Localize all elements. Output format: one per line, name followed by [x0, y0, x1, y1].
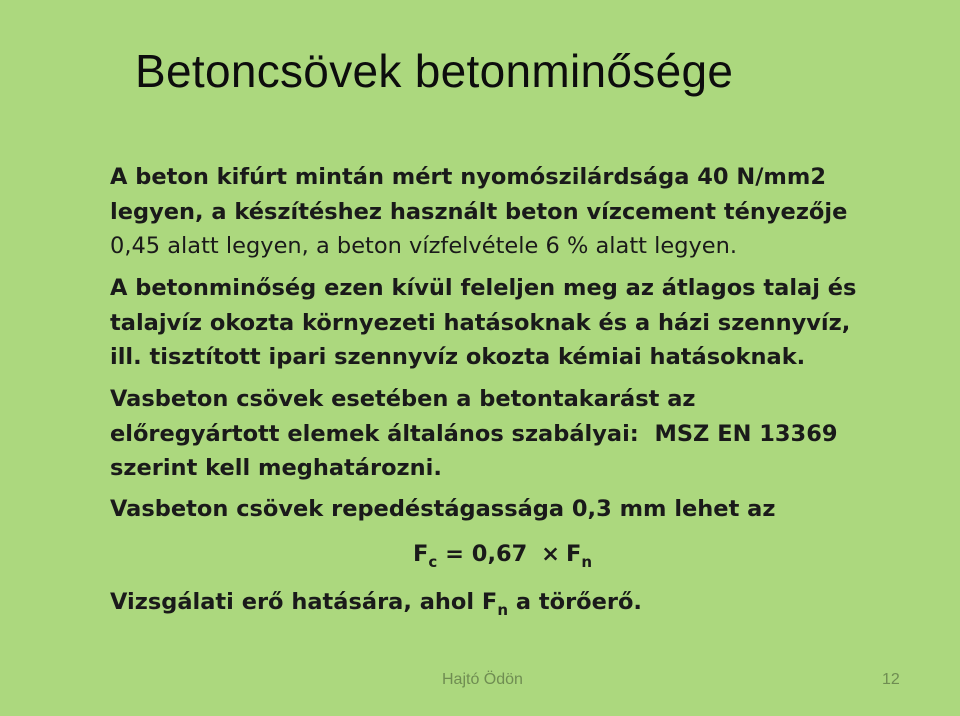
text-line: A beton kifúrt mintán mért nyomószilárdsága 40 N/mm2	[110, 164, 826, 190]
footer-author: Hajtó Ödön	[442, 671, 523, 688]
text-after: a törőerő.	[508, 589, 642, 615]
formula-eq: = 0,67	[437, 541, 536, 567]
text-line: legyen, a készítéshez használt beton vízcement tényezője	[110, 198, 848, 225]
paragraph-test-load	[110, 589, 642, 619]
text-before: Vizsgálati erő hatására, ahol F	[110, 589, 498, 615]
text-line: szerint kell meghatározni.	[110, 455, 442, 481]
text-line: A betonminőség ezen kívül feleljen meg az átlagos talaj és	[110, 275, 857, 301]
page-number: 12	[882, 671, 900, 688]
times-icon: ×	[541, 541, 561, 567]
paragraph-environmental	[110, 271, 856, 375]
text-line: talajvíz okozta környezeti hatásoknak és a házi szennyvíz,	[110, 309, 851, 336]
text-line: előregyártott elemek általános szabályai: MSZ EN 13369	[110, 420, 838, 447]
paragraph-concrete-strength	[110, 160, 847, 264]
formula-lhs-sub: c	[428, 553, 438, 571]
paragraph-concrete-cover	[110, 382, 838, 486]
formula-lhs: F	[413, 541, 429, 567]
paragraph-crack-width: Vasbeton csövek repedéstágassága 0,3 mm lehet az	[110, 496, 776, 522]
slide-title: Betoncsövek betonminősége	[135, 45, 734, 97]
text-line: ill. tisztított ipari szennyvíz okozta kémiai hatásoknak.	[110, 344, 806, 370]
formula-rhs-sub: n	[581, 553, 593, 571]
text-line: Vasbeton csövek esetében a betontakarást az	[110, 386, 696, 412]
text-sub: n	[497, 601, 508, 619]
formula	[413, 541, 593, 571]
formula-rhs: F	[566, 541, 582, 567]
text-line: 0,45 alatt legyen, a beton vízfelvétele 6 % alatt legyen.	[110, 233, 738, 259]
